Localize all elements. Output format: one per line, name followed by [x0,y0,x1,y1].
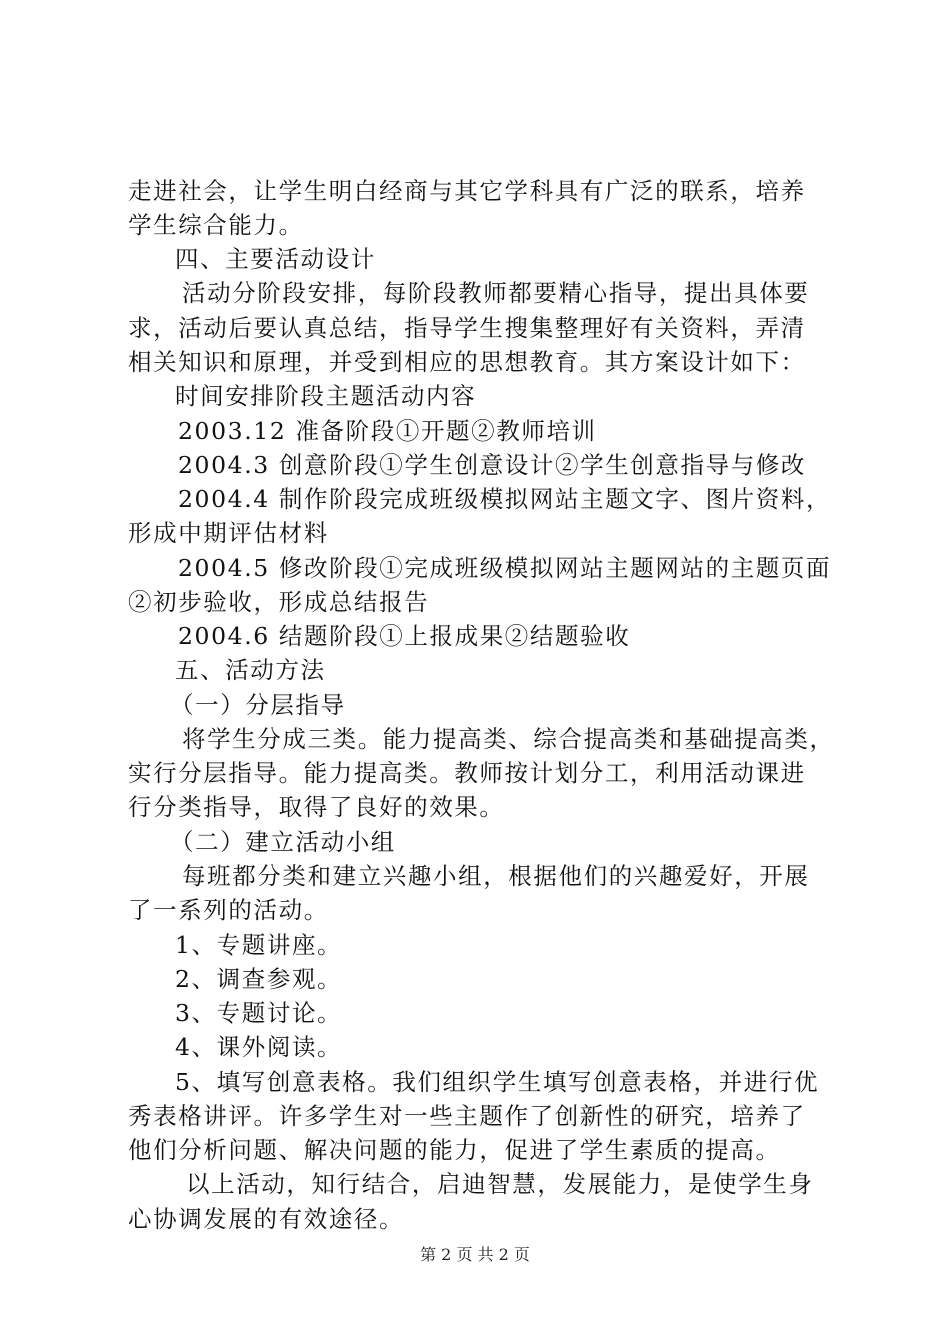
text-line: 相关知识和原理，并受到相应的思想教育。其方案设计如下： [128,348,806,376]
schedule-line: 2004.6 结题阶段①上报成果②结题验收 [178,622,631,650]
text-line: 活动分阶段安排，每阶段教师都要精心指导，提出具体要 [182,279,810,307]
list-item: 2、调查参观。 [175,965,343,993]
text-line: 行分类指导，取得了良好的效果。 [128,793,505,821]
text-line: 他们分析问题、解决问题的能力，促进了学生素质的提高。 [128,1136,781,1164]
page-footer: 第 2 页 共 2 页 [420,1245,530,1264]
text-line: 将学生分成三类。能力提高类、综合提高类和基础提高类， [182,725,835,753]
text-line: 学生综合能力。 [128,211,304,239]
subsection-heading: （二）建立活动小组 [170,828,396,856]
section-heading: 五、活动方法 [175,656,326,684]
schedule-line: 2004.4 制作阶段完成班级模拟网站主题文字、图片资料， [178,485,832,513]
list-item: 3、专题讨论。 [175,999,343,1027]
text-line: 每班都分类和建立兴趣小组，根据他们的兴趣爱好，开展 [182,862,810,890]
list-item: 5、填写创意表格。我们组织学生填写创意表格，并进行优 [175,1068,820,1096]
schedule-line: 2003.12 准备阶段①开题②教师培训 [178,417,597,445]
text-line: 走进社会，让学生明白经商与其它学科具有广泛的联系，培养 [128,177,806,205]
text-line: 以上活动，知行结合，启迪智慧，发展能力，是使学生身 [186,1170,814,1198]
subsection-heading: （一）分层指导 [170,691,346,719]
text-line: 求，活动后要认真总结，指导学生搜集整理好有关资料，弄清 [128,314,806,342]
text-line: 心协调发展的有效途径。 [128,1205,405,1233]
section-heading: 四、主要活动设计 [175,245,376,273]
text-line: 实行分层指导。能力提高类。教师按计划分工，利用活动课进 [128,759,806,787]
list-item: 4、课外阅读。 [175,1033,343,1061]
text-line: ②初步验收，形成总结报告 [128,588,430,616]
schedule-line: 2004.5 修改阶段①完成班级模拟网站主题网站的主题页面 [178,554,832,582]
list-item: 1、专题讲座。 [175,931,343,959]
text-line: 了一系列的活动。 [128,896,329,924]
text-line: 形成中期评估材料 [128,519,329,547]
schedule-line: 2004.3 创意阶段①学生创意设计②学生创意指导与修改 [178,451,806,479]
text-line: 时间安排阶段主题活动内容 [175,382,477,410]
text-line: 秀表格讲评。许多学生对一些主题作了创新性的研究，培养了 [128,1102,806,1130]
